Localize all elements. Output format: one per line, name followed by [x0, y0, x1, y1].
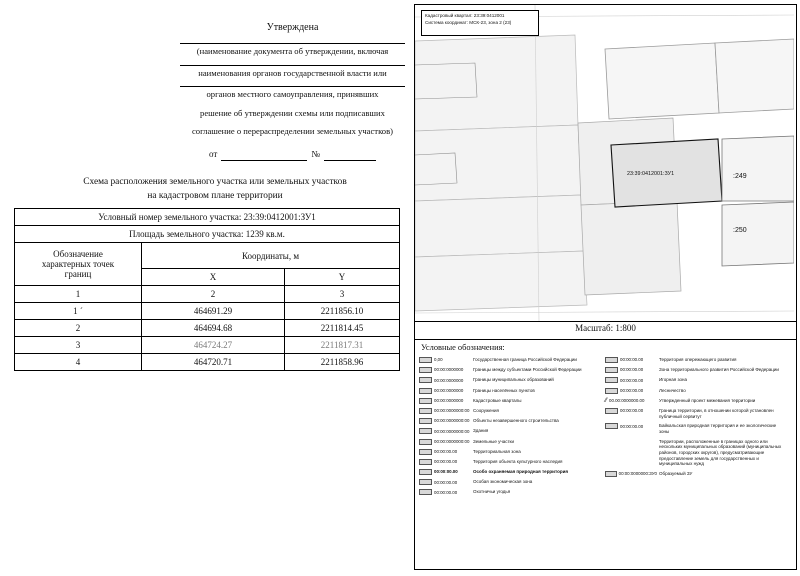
header-coords-col: Координаты, м	[142, 243, 400, 269]
neighbor-parcel-250-label: :250	[733, 227, 747, 234]
legend-item	[419, 418, 601, 424]
legend-title: Условные обозначения:	[421, 343, 505, 352]
legend-text: Байкальская природная территория и ее экологические зоны	[659, 423, 777, 434]
legend-text: Границы населённых пунктов	[473, 387, 535, 393]
header-point-l1: Обозначение	[53, 249, 103, 259]
legend-item	[419, 479, 601, 485]
legend-symbol-text: 00:00:0000000	[434, 377, 464, 383]
legend-swatch-icon	[419, 449, 432, 455]
conditional-number-value: 23:39:0412001:ЗУ1	[243, 212, 316, 222]
point-x: 464724.27	[142, 337, 285, 354]
legend-block	[419, 357, 793, 563]
scheme-title-line2: на кадастровом плане территории	[147, 190, 283, 201]
approval-rule-1	[180, 43, 405, 44]
legend-item	[419, 489, 601, 495]
point-x: 464720.71	[142, 354, 285, 371]
hatch-icon: ⁄⁄	[605, 397, 608, 404]
legend-swatch-icon	[419, 459, 432, 465]
legend-item	[419, 439, 601, 445]
cadastral-info-box	[421, 10, 539, 36]
legend-symbol	[605, 408, 657, 414]
legend-swatch-icon	[419, 357, 432, 363]
legend-swatch-icon	[605, 388, 618, 394]
point-y: 2211858.96	[285, 354, 400, 371]
legend-swatch-icon	[605, 423, 618, 429]
legend-column-right	[605, 357, 787, 481]
legend-item	[419, 428, 601, 434]
legend-item	[419, 367, 601, 373]
legend-text: Утвержденный проект межевания территории	[659, 397, 756, 403]
legend-text: Зона территориального развития Российской Федерации	[659, 367, 779, 373]
legend-symbol-text: 00:00:0000000:00	[434, 428, 470, 434]
num-2: 2	[142, 286, 285, 303]
header-point-l2: характерных точек	[41, 259, 115, 269]
legend-text: Игорная зона	[659, 377, 687, 383]
legend-symbol	[419, 367, 471, 373]
map-scale: Масштаб: 1:800	[575, 323, 636, 333]
table-row	[15, 354, 400, 371]
legend-text: Охотничьи угодья	[473, 489, 511, 495]
legend-text: Государственная граница Российской Федерации	[473, 357, 577, 362]
approved-label: Утверждена	[266, 22, 319, 33]
approval-header	[180, 20, 405, 161]
legend-text: Объекты незавершенного строительства	[473, 418, 559, 424]
legend-symbol	[419, 408, 471, 414]
legend-text: Образуемый ЗУ	[659, 471, 693, 477]
legend-symbol-text: 00:00:0000000	[434, 398, 464, 403]
point-label: 2	[15, 320, 142, 337]
conditional-number-label: Условный номер земельного участка:	[98, 212, 242, 222]
approval-caption-2: наименования органов государственной власти или	[198, 67, 387, 78]
legend-symbol-text: 00:00:00.00	[620, 423, 644, 429]
legend-swatch-icon	[419, 377, 432, 383]
point-y: 2211856.10	[285, 303, 400, 320]
legend-symbol	[419, 469, 471, 475]
parcel-main-label: 23:39:0412001:ЗУ1	[627, 171, 675, 177]
legend-column-left	[419, 357, 601, 500]
area-cell	[15, 226, 400, 243]
date-blank[interactable]	[221, 160, 307, 161]
legend-symbol-text: 00:00:0000000:00	[434, 438, 470, 444]
number-blank[interactable]	[324, 160, 376, 161]
coordinates-table	[14, 208, 400, 371]
approval-caption-1: (наименование документа об утверждении, включая	[196, 46, 389, 56]
legend-swatch-icon	[419, 388, 432, 394]
legend-item	[605, 439, 787, 467]
legend-symbol-text: 00:00:0000000	[434, 367, 464, 373]
number-label: №	[311, 148, 320, 159]
legend-item	[419, 357, 601, 363]
legend-symbol	[605, 367, 657, 373]
approval-caption-3: органов местного самоуправления, принявших	[206, 89, 379, 100]
legend-swatch-icon	[419, 367, 432, 373]
legend-text: Территориальная зона	[473, 448, 521, 454]
legend-symbol-text: 00.00:0000000.00	[609, 398, 645, 403]
legend-symbol-text: 00:00:00.00	[620, 408, 644, 414]
legend-swatch-icon	[419, 398, 432, 404]
point-label: 1 ˊ	[15, 303, 142, 320]
legend-item	[419, 398, 601, 404]
legend-symbol-text: 00:00:00.00	[434, 448, 458, 454]
cadastral-block-line1: Кадастровый квартал: 23:39:0412001	[425, 13, 505, 18]
legend-symbol	[419, 449, 471, 455]
legend-symbol	[419, 479, 471, 485]
legend-item	[419, 388, 601, 394]
legend-symbol-text: 00:00:0000000	[434, 387, 464, 393]
legend-symbol	[605, 423, 657, 429]
legend-text: Здания	[473, 428, 489, 434]
header-point-l3: границ	[64, 269, 92, 279]
table-row-numbering	[15, 286, 400, 303]
legend-symbol-text: 00:00:0000000:00	[434, 418, 470, 424]
legend-symbol	[605, 471, 657, 477]
legend-symbol	[419, 439, 471, 445]
legend-text: Сооружения	[473, 407, 499, 413]
map-drawing	[415, 5, 794, 321]
legend-swatch-icon	[419, 469, 432, 475]
legend-symbol	[419, 388, 471, 394]
legend-item	[419, 469, 601, 475]
legend-item	[605, 388, 787, 394]
header-y: Y	[285, 269, 400, 286]
legend-symbol-text: 00:00:00.00	[620, 377, 644, 383]
legend-text: Границы муниципальных образований	[473, 377, 554, 383]
scheme-title-line1: Схема расположения земельного участка или земельных участков	[83, 177, 347, 187]
table-row-header	[15, 243, 400, 269]
point-y: 2211817.31	[285, 337, 400, 354]
cadastral-map-panel	[414, 4, 797, 570]
legend-symbol-text: 00:00:00.00	[434, 469, 458, 475]
header-point-col	[15, 243, 142, 286]
legend-symbol-text: 00:00:0000000:ЗУ0	[618, 471, 657, 477]
legend-text: Границы между субъектами Российской Федерации	[473, 367, 582, 373]
scheme-title	[40, 176, 390, 203]
legend-item	[419, 459, 601, 465]
approval-caption-5: соглашение о перераспределении земельных участков)	[191, 126, 394, 137]
legend-symbol-text: 00:00:00.00	[620, 367, 644, 373]
approval-rule-3	[180, 86, 405, 87]
legend-swatch-icon	[605, 471, 617, 477]
legend-text: Лесничество	[659, 387, 686, 393]
legend-item	[605, 408, 787, 419]
point-x: 464691.29	[142, 303, 285, 320]
legend-symbol	[419, 357, 471, 363]
legend-text: Особая экономическая зона	[473, 479, 533, 485]
area-value: 1239 кв.м.	[245, 229, 285, 239]
legend-swatch-icon	[419, 428, 432, 434]
table-row	[15, 320, 400, 337]
legend-swatch-icon	[419, 479, 432, 485]
legend-text: Кадастровые кварталы	[473, 397, 522, 403]
legend-symbol-text: 00:00:00.00	[620, 387, 644, 393]
approval-rule-2	[180, 65, 405, 66]
legend-text: Земельные участки	[473, 438, 515, 444]
legend-text: Граница территории, в отношении которой установлен публичный сервитут	[659, 407, 774, 419]
legend-swatch-icon	[605, 377, 618, 383]
legend-text: Территории, расположенные в границах одного или нескольких муниципальных образований (муниципальных районов, городских округов), предусматривающие предоставление земель для государственных и муниципальных нужд	[659, 438, 782, 467]
legend-swatch-icon	[605, 367, 618, 373]
conditional-number-cell	[15, 209, 400, 226]
legend-swatch-icon	[605, 357, 618, 363]
cadastral-block-line2: Система координат: МСК-23, зона 2 (23)	[425, 19, 512, 25]
legend-item	[605, 398, 787, 404]
legend-swatch-icon	[419, 408, 432, 414]
table-row	[15, 303, 400, 320]
legend-symbol	[605, 377, 657, 383]
date-number-line	[180, 148, 405, 162]
table-row-area	[15, 226, 400, 243]
legend-symbol	[419, 418, 471, 424]
legend-symbol-text: 00:00:00.00	[434, 489, 458, 495]
legend-symbol	[419, 377, 471, 383]
area-label: Площадь земельного участка:	[129, 229, 244, 239]
legend-item	[419, 408, 601, 414]
legend-swatch-icon	[419, 489, 432, 495]
legend-item	[605, 377, 787, 383]
legend-item	[605, 367, 787, 373]
point-x: 464694.68	[142, 320, 285, 337]
legend-symbol-text: 0,00	[434, 357, 443, 363]
legend-symbol	[605, 357, 657, 363]
legend-text: Территория объекта культурного наследия	[473, 458, 563, 464]
legend-item	[605, 423, 787, 434]
legend-symbol	[605, 398, 657, 404]
legend-divider	[415, 339, 796, 340]
table-row-conditional-number	[15, 209, 400, 226]
header-x: X	[142, 269, 285, 286]
legend-text: Территория опережающего развития	[659, 357, 737, 362]
approval-caption-4: решение об утверждении схемы или подписавших	[200, 107, 385, 118]
legend-symbol-text: 00:00:00.00	[620, 357, 644, 363]
point-y: 2211814.45	[285, 320, 400, 337]
legend-item	[419, 377, 601, 383]
legend-swatch-icon	[419, 439, 432, 445]
legend-symbol-text: 00:00:0000000:00	[434, 408, 470, 414]
point-label: 3	[15, 337, 142, 354]
legend-swatch-icon	[605, 408, 618, 414]
legend-symbol	[419, 459, 471, 465]
legend-item	[419, 449, 601, 455]
legend-symbol-text: 00:00:00.00	[434, 459, 458, 465]
legend-item	[605, 471, 787, 477]
legend-symbol	[419, 428, 471, 434]
num-1: 1	[15, 286, 142, 303]
neighbor-parcel-249-label: :249	[733, 173, 747, 180]
legend-item	[605, 357, 787, 363]
legend-symbol	[419, 398, 471, 404]
num-3: 3	[285, 286, 400, 303]
from-label: от	[209, 148, 218, 159]
table-row	[15, 337, 400, 354]
point-label: 4	[15, 354, 142, 371]
legend-text: Особо охраняемая природная территория	[473, 469, 568, 475]
map-area[interactable]	[415, 5, 796, 322]
legend-symbol	[605, 388, 657, 394]
legend-symbol-text: 00:00:00.00	[434, 479, 458, 485]
legend-swatch-icon	[419, 418, 432, 424]
legend-symbol	[419, 489, 471, 495]
